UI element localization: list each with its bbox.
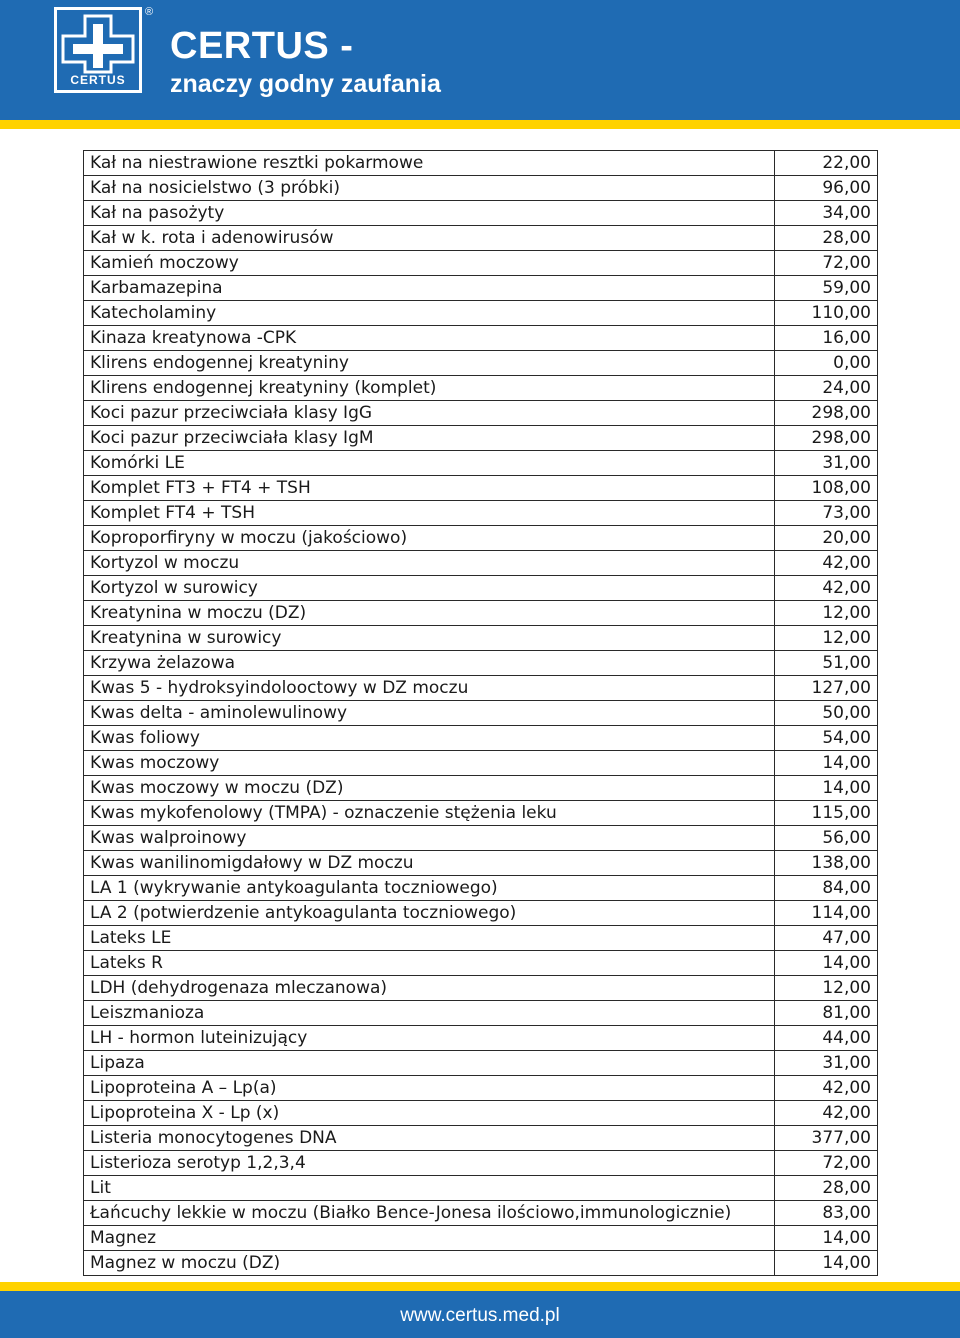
test-name: Kamień moczowy [84, 251, 775, 276]
test-name: Listeria monocytogenes DNA [84, 1126, 775, 1151]
test-name: Komplet FT3 + FT4 + TSH [84, 476, 775, 501]
test-price: 56,00 [775, 826, 878, 851]
test-name: Komórki LE [84, 451, 775, 476]
table-row [84, 251, 878, 276]
test-price: 31,00 [775, 451, 878, 476]
test-price: 34,00 [775, 201, 878, 226]
test-price: 42,00 [775, 551, 878, 576]
table-row [84, 776, 878, 801]
table-row [84, 876, 878, 901]
test-price: 138,00 [775, 851, 878, 876]
website-url[interactable]: www.certus.med.pl [400, 1305, 560, 1326]
table-row [84, 826, 878, 851]
table-row [84, 1026, 878, 1051]
table-row [84, 1176, 878, 1201]
table-row [84, 726, 878, 751]
test-name: LA 2 (potwierdzenie antykoagulanta toczniowego) [84, 901, 775, 926]
table-row [84, 301, 878, 326]
table-row [84, 751, 878, 776]
test-price: 42,00 [775, 576, 878, 601]
test-name: Lit [84, 1176, 775, 1201]
table-row [84, 501, 878, 526]
table-row [84, 901, 878, 926]
table-row [84, 1151, 878, 1176]
test-name: Kreatynina w moczu (DZ) [84, 601, 775, 626]
test-price: 298,00 [775, 426, 878, 451]
table-row [84, 176, 878, 201]
test-name: Kwas wanilinomigdałowy w DZ moczu [84, 851, 775, 876]
test-name: Kwas delta - aminolewulinowy [84, 701, 775, 726]
test-name: Lipoproteina A – Lp(a) [84, 1076, 775, 1101]
table-row [84, 601, 878, 626]
test-price: 110,00 [775, 301, 878, 326]
footer-stripe [0, 1282, 960, 1291]
test-name: Klirens endogennej kreatyniny [84, 351, 775, 376]
test-price: 59,00 [775, 276, 878, 301]
test-price: 42,00 [775, 1076, 878, 1101]
test-name: Magnez [84, 1226, 775, 1251]
test-price: 377,00 [775, 1126, 878, 1151]
table-row [84, 551, 878, 576]
test-price: 73,00 [775, 501, 878, 526]
test-name: Kwas moczowy w moczu (DZ) [84, 776, 775, 801]
table-row [84, 351, 878, 376]
test-price: 47,00 [775, 926, 878, 951]
certus-logo [54, 7, 142, 93]
test-price: 96,00 [775, 176, 878, 201]
test-price: 114,00 [775, 901, 878, 926]
test-name: Koci pazur przeciwciała klasy IgG [84, 401, 775, 426]
table-row [84, 1201, 878, 1226]
test-price: 44,00 [775, 1026, 878, 1051]
test-price: 28,00 [775, 1176, 878, 1201]
table-row [84, 526, 878, 551]
test-name: Komplet FT4 + TSH [84, 501, 775, 526]
test-price: 28,00 [775, 226, 878, 251]
table-row [84, 376, 878, 401]
table-row [84, 576, 878, 601]
table-row [84, 1076, 878, 1101]
test-name: Kwas walproinowy [84, 826, 775, 851]
test-name: Leiszmanioza [84, 1001, 775, 1026]
test-name: Kał na nosicielstwo (3 próbki) [84, 176, 775, 201]
test-name: Kreatynina w surowicy [84, 626, 775, 651]
table-row [84, 676, 878, 701]
table-row [84, 801, 878, 826]
test-name: Kwas foliowy [84, 726, 775, 751]
table-row [84, 401, 878, 426]
table-row [84, 151, 878, 176]
test-price: 84,00 [775, 876, 878, 901]
table-row [84, 201, 878, 226]
logo-wordmark: CERTUS [70, 73, 126, 87]
test-name: Kał na pasożyty [84, 201, 775, 226]
table-row [84, 1101, 878, 1126]
test-name: LA 1 (wykrywanie antykoagulanta toczniowego) [84, 876, 775, 901]
registered-mark: ® [145, 6, 154, 18]
test-price: 24,00 [775, 376, 878, 401]
table-row [84, 226, 878, 251]
table-row [84, 1251, 878, 1276]
table-row [84, 326, 878, 351]
table-row [84, 1001, 878, 1026]
table-row [84, 626, 878, 651]
brand-title: CERTUS - [170, 25, 354, 67]
table-row [84, 701, 878, 726]
test-price: 16,00 [775, 326, 878, 351]
page-footer [0, 1291, 960, 1338]
test-price: 83,00 [775, 1201, 878, 1226]
test-name: Lateks LE [84, 926, 775, 951]
test-name: Kinaza kreatynowa -CPK [84, 326, 775, 351]
test-name: Listerioza serotyp 1,2,3,4 [84, 1151, 775, 1176]
test-price: 51,00 [775, 651, 878, 676]
test-name: Katecholaminy [84, 301, 775, 326]
test-name: Kwas 5 - hydroksyindolooctowy w DZ moczu [84, 676, 775, 701]
test-price: 20,00 [775, 526, 878, 551]
test-name: Klirens endogennej kreatyniny (komplet) [84, 376, 775, 401]
test-name: Kwas moczowy [84, 751, 775, 776]
table-row [84, 1126, 878, 1151]
test-name: LDH (dehydrogenaza mleczanowa) [84, 976, 775, 1001]
test-name: Kortyzol w moczu [84, 551, 775, 576]
table-row [84, 426, 878, 451]
test-price: 12,00 [775, 976, 878, 1001]
test-name: Koproporfiryny w moczu (jakościowo) [84, 526, 775, 551]
test-price: 54,00 [775, 726, 878, 751]
table-row [84, 1226, 878, 1251]
test-name: Kwas mykofenolowy (TMPA) - oznaczenie stężenia leku [84, 801, 775, 826]
test-price: 81,00 [775, 1001, 878, 1026]
test-price: 72,00 [775, 251, 878, 276]
table-row [84, 951, 878, 976]
test-price: 42,00 [775, 1101, 878, 1126]
test-name: Krzywa żelazowa [84, 651, 775, 676]
test-price: 108,00 [775, 476, 878, 501]
test-name: Kał na niestrawione resztki pokarmowe [84, 151, 775, 176]
test-price: 298,00 [775, 401, 878, 426]
test-price: 127,00 [775, 676, 878, 701]
test-name: Lipaza [84, 1051, 775, 1076]
test-name: Koci pazur przeciwciała klasy IgM [84, 426, 775, 451]
test-name: Kał w k. rota i adenowirusów [84, 226, 775, 251]
test-price: 14,00 [775, 751, 878, 776]
test-price: 22,00 [775, 151, 878, 176]
page-header [0, 0, 960, 120]
test-name: Karbamazepina [84, 276, 775, 301]
test-price: 14,00 [775, 951, 878, 976]
test-price: 50,00 [775, 701, 878, 726]
test-price: 115,00 [775, 801, 878, 826]
header-stripe [0, 120, 960, 129]
table-row [84, 926, 878, 951]
test-name: Kortyzol w surowicy [84, 576, 775, 601]
price-list-table [83, 150, 878, 1276]
table-row [84, 651, 878, 676]
test-price: 12,00 [775, 601, 878, 626]
brand-tagline: znaczy godny zaufania [170, 70, 441, 98]
test-name: Łańcuchy lekkie w moczu (Białko Bence-Jonesa ilościowo,immunologicznie) [84, 1201, 775, 1226]
test-price: 14,00 [775, 776, 878, 801]
test-price: 31,00 [775, 1051, 878, 1076]
price-list-body [84, 151, 878, 1276]
table-row [84, 476, 878, 501]
test-price: 0,00 [775, 351, 878, 376]
test-price: 14,00 [775, 1226, 878, 1251]
test-price: 72,00 [775, 1151, 878, 1176]
test-name: Lateks R [84, 951, 775, 976]
table-row [84, 976, 878, 1001]
table-row [84, 276, 878, 301]
table-row [84, 851, 878, 876]
test-name: Lipoproteina X - Lp (x) [84, 1101, 775, 1126]
test-price: 12,00 [775, 626, 878, 651]
table-row [84, 451, 878, 476]
table-row [84, 1051, 878, 1076]
test-price: 14,00 [775, 1251, 878, 1276]
test-name: LH - hormon luteinizujący [84, 1026, 775, 1051]
test-name: Magnez w moczu (DZ) [84, 1251, 775, 1276]
